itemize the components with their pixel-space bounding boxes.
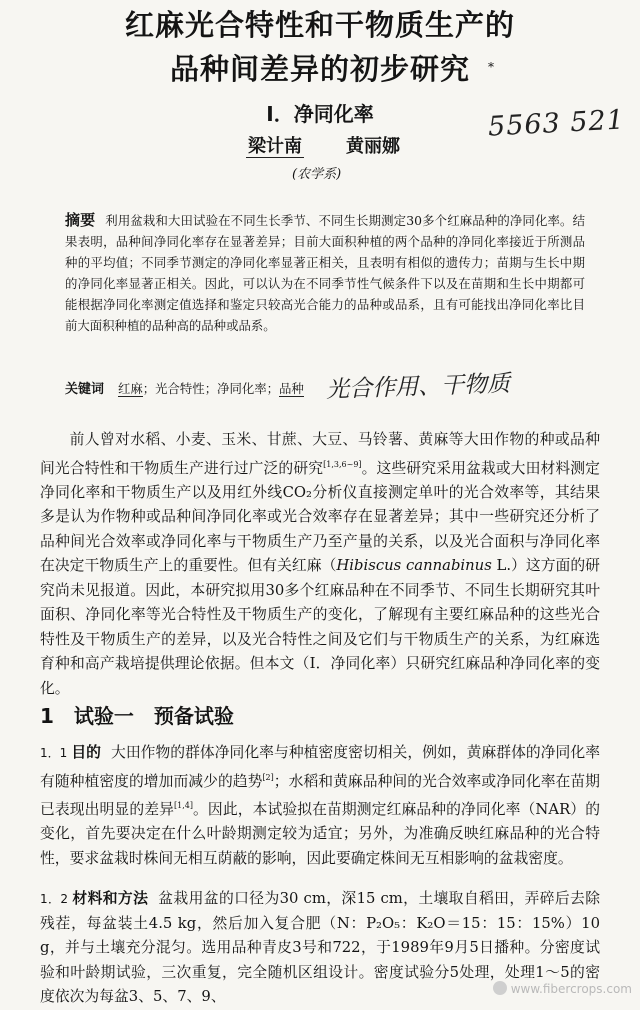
intro-text-a: 前人曾对水稻、小麦、玉米、甘蔗、大豆、马铃薯、黄麻等大田作物的种或品种间光合特性和干物质生产进行过广泛的研究 <box>40 431 600 477</box>
intro-paragraph <box>40 428 600 701</box>
keyword-2: 光合特性 <box>155 381 205 396</box>
affiliation: (农学系) <box>292 167 342 182</box>
title-footnote-mark: * <box>488 60 494 74</box>
section-1-number: 1 <box>40 704 54 728</box>
intro-citation-1: [1,3,6~9] <box>323 459 362 469</box>
author-1: 梁计南 <box>248 136 302 157</box>
watermark-logo-icon <box>493 981 507 995</box>
abstract <box>65 210 585 336</box>
keyword-4: 品种 <box>279 381 304 396</box>
keywords: 关键词 红麻；光合特性；净同化率；品种 <box>65 381 304 397</box>
subtitle: I．净同化率 <box>266 102 374 126</box>
paragraph-1-1-number: 1．1 <box>40 746 68 760</box>
author-underline <box>246 157 304 158</box>
handwritten-number: 5563 521 <box>487 104 626 143</box>
abstract-label: 摘要 <box>65 211 96 229</box>
species-name: Hibiscus cannabinus <box>336 557 492 575</box>
section-1-title: 试验一 预备试验 <box>73 704 234 728</box>
paragraph-1-1-text-a: 大田作物的群体净同化率与种植密度密切相关，例如，黄麻群体的净同化率有随种植密度的增加而减少的趋势 <box>40 744 600 790</box>
paragraph-1-1-heading: 目的 <box>71 744 101 761</box>
authors <box>248 132 444 158</box>
title-line-1: 红麻光合特性和干物质生产的 <box>124 8 515 42</box>
paragraph-1-1 <box>40 741 600 871</box>
title-line-2: 品种间差异的初步研究 <box>169 52 470 86</box>
watermark-text: www.fibercrops.com <box>510 982 632 996</box>
section-1-heading <box>40 700 254 729</box>
keyword-3: 净同化率 <box>217 381 267 396</box>
paragraph-1-1-text-b: ；水稻和黄麻品种间的光合效率或净同化率在苗期已表现出明显的差异 <box>40 772 600 818</box>
paragraph-1-1-text-c: 。因此，本试验拟在苗期测定红麻品种的净同化率（NAR）的变化，首先要决定在什么叶龄期测定较为适宜；另外，为准确反映红麻品种的光合特性，要求盆栽时株间无相互荫蔽的影响，因此要确定株间无互相影响的盆栽密度。 <box>40 800 600 867</box>
watermark <box>493 981 632 996</box>
handwritten-keywords-note: 光合作用、干物质 <box>325 370 511 404</box>
keywords-label: 关键词 <box>65 382 105 397</box>
intro-text-c: L.）这方面的研究尚未见报道。因此，本研究拟用30多个红麻品种在不同季节、不同生长期研究其叶面积、净同化率等光合特性及干物质生产的变化，了解现有主要红麻品种的这些光合特性及干物质生产的差异，以及光合特性之间及它们与干物质生产的关系，为红麻选育种和高产栽培提供理论依据。但本文（I．净同化率）只研究红麻品种净同化率的变化。 <box>40 557 600 697</box>
paragraph-1-2-text: 盆栽用盆的口径为30 cm，深15 cm，土壤取自稻田，弄碎后去除残茬，每盆装土4.5 kg，然后加入复合肥（N：P₂O₅：K₂O＝15：15：15%）10 g，并与土壤充分混匀。选用品种青皮3号和722，于1989年9月5日播种。分密度试验和叶龄期试验，三次重复，完全随机区组设计。密度试验分5处理，处理1～5的密度依次为每盆3、5、7、9、 <box>40 890 600 1005</box>
intro-text-b: 。这些研究采用盆栽或大田材料测定净同化率和干物质生产以及用红外线CO₂分析仪直接测定单叶的光合效率等，其结果多是认为作物种或品种间净同化率或光合效率存在显著差异；其中一些研究还分析了品种间光合效率或净同化率与干物质生产乃至产量的关系，以及光合面积与净同化率在决定干物质生产上的重要性。但有关红麻（ <box>40 459 600 575</box>
paragraph-1-2-number: 1．2 <box>40 892 69 906</box>
abstract-text: 利用盆栽和大田试验在不同生长季节、不同生长期测定30多个红麻品种的净同化率。结果表明，品种间净同化率存在显著差异；目前大面积种植的两个品种的净同化率接近于所测品种的平均值；不同季节测定的净同化率显著正相关，且表明有相似的遗传力；苗期与生长中期的净同化率显著正相关。因此，可以认为在不同季节性气候条件下以及在苗期和生长中期都可能根据净同化率测定值选择和鉴定只较高光合能力的品种或品系，且有可能找出净同化率比目前大面积种植的品种高的品种或品系。 <box>65 213 585 333</box>
author-2: 黄丽娜 <box>346 136 400 157</box>
paragraph-1-1-citation-1: [2] <box>262 772 274 782</box>
paragraph-1-1-citation-2: [1,4] <box>173 800 193 810</box>
paragraph-1-2-heading: 材料和方法 <box>72 890 149 907</box>
keyword-1: 红麻 <box>117 381 143 396</box>
